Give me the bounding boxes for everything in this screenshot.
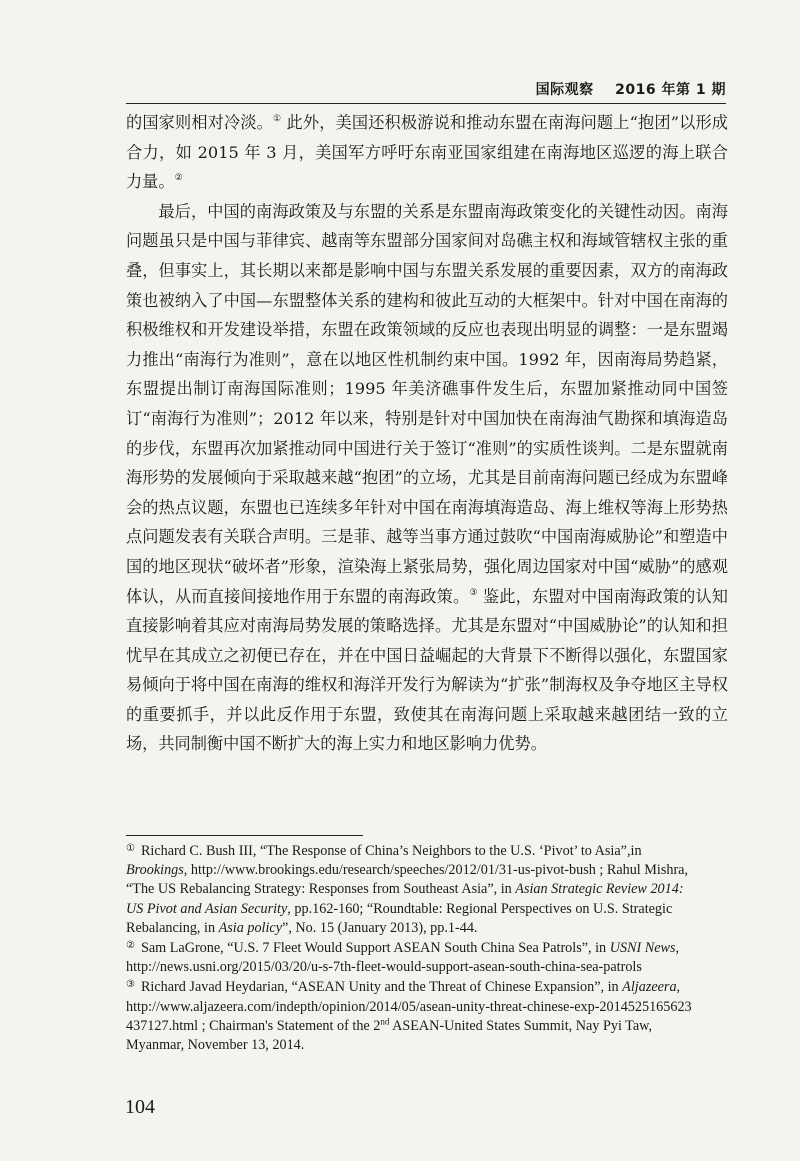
footnote-1-source: Brookings: [126, 862, 184, 879]
footnote-1-line-2: , http://www.brookings.edu/research/speeches/2012/01/31-us-pivot-bush ; Rahul Mishra,: [183, 862, 689, 879]
footnote-3-line-3-end: ASEAN-United States Summit, Nay Pyi Taw,: [389, 1017, 653, 1034]
body-text: [126, 108, 728, 759]
paragraph-1-text-a: 的国家则相对冷淡。: [126, 113, 274, 132]
paragraph-2-text-b: 鉴此，东盟对中国南海政策的认知直接影响着其应对南海局势发展的策略选择。尤其是东盟对“中国威胁论”的认知和担忧早在其成立之初便已存在，并在中国日益崛起的大背景下不断得以强化，东盟国家易倾向于将中国在南海的维权和海洋开发行为解读为“扩张”制海权及争夺地区主导权的重要抓手，并以此反作用于东盟，致使其在南海问题上采取越来越团结一致的立场，共同制衡中国不断扩大的海上实力和地区影响力优势。: [126, 586, 728, 754]
journal-issue: 2016 年第 1 期: [615, 82, 726, 98]
footnote-3-ordinal: nd: [380, 1016, 390, 1027]
footnote-1: [126, 842, 726, 938]
footnote-ref-1: ①: [273, 114, 282, 124]
footnote-3-line-1: Richard Javad Heydarian, “ASEAN Unity and the Threat of Chinese Expansion”, in: [140, 979, 623, 996]
footnote-separator: [126, 835, 363, 836]
footnote-mark-3: ③: [126, 979, 135, 991]
footnote-1-line-1: Richard C. Bush III, “The Response of China’s Neighbors to the U.S. ‘Pivot’ to Asia”,in: [140, 843, 642, 859]
header-rule: [126, 103, 726, 104]
page-number: 104: [125, 1096, 155, 1118]
footnote-1-line-4: , pp.162-160; “Roundtable: Regional Perspectives on U.S. Strategic: [287, 900, 673, 917]
footnotes: [126, 842, 726, 1056]
footnote-3-line-3: 437127.html ; Chairman's Statement of the 2: [126, 1017, 381, 1034]
paragraph-2-text-a: 最后，中国的南海政策及与东盟的关系是东盟南海政策变化的关键性动因。南海问题虽只是中国与菲律宾、越南等东盟部分国家间对岛礁主权和海域管辖权主张的重叠，但事实上，其长期以来都是影响中国与东盟关系发展的重要因素，双方的南海政策也被纳入了中国—东盟整体关系的建构和彼此互动的大框架中。针对中国在南海的积极维权和开发建设举措，东盟在政策领域的反应也表现出明显的调整：一是东盟竭力推出“南海行为准则”，意在以地区性机制约束中国。1992 年，因南海局势趋紧，东盟提出制订南海国际准则；1995 年美济礁事件发生后，东盟加紧推动同中国签订“南海行为准则”；2012 年以来，特别是针对中国加快在南海油气勘探和填海造岛的步伐，东盟再次加紧推动同中国进行关于签订“准则”的实质性谈判。二是东盟就南海形势的发展倾向于采取越来越“抱团”的立场，尤其是目前南海问题已经成为东盟峰会的热点议题，东盟也已连续多年针对中国在南海填海造岛、海上维权等海上形势热点问题发表有关联合声明。三是菲、越等当事方通过鼓吹“中国南海威胁论”和塑造中国的地区现状“破坏者”形象，渲染海上紧张局势，强化周边国家对中国“威胁”的感观体认，从而直接间接地作用于东盟的南海政策。: [126, 201, 728, 606]
footnote-2-source: USNI News: [609, 940, 676, 957]
footnote-1-line-5-end: ”, No. 15 (January 2013), pp.1-44.: [282, 919, 478, 936]
footnote-3-source: Aljazeera: [622, 979, 677, 996]
paragraph-1-text-b: 此外，美国还积极游说和推动东盟在南海问题上“抱团”以形成合力，如 2015 年 3 月，美国军方呼吁东南亚国家组建在南海地区巡逻的海上联合力量。: [126, 113, 728, 192]
footnote-ref-2: ②: [174, 173, 183, 184]
footnote-mark-2: ②: [126, 940, 135, 952]
footnote-3-url: http://www.aljazeera.com/indepth/opinion/2014/05/asean-unity-threat-chinese-exp-2014525165623: [126, 998, 692, 1015]
footnote-mark-1: ①: [126, 843, 135, 854]
footnote-1-line-5: Rebalancing, in: [126, 919, 219, 936]
footnote-3: [126, 978, 726, 1055]
footnote-3-line-4: Myanmar, November 13, 2014.: [126, 1037, 305, 1054]
journal-name: 国际观察: [535, 82, 594, 98]
footnote-2-url: http://news.usni.org/2015/03/20/u-s-7th-fleet-would-support-asean-south-china-sea-patrols: [126, 959, 642, 976]
paragraph-1: [126, 108, 728, 197]
footnote-2-line-1: Sam LaGrone, “U.S. 7 Fleet Would Support ASEAN South China Sea Patrols”, in: [140, 940, 610, 957]
footnote-1-line-3: “The US Rebalancing Strategy: Responses from Southeast Asia”, in: [126, 881, 516, 898]
footnote-1-journal-2: Asia policy: [218, 919, 283, 936]
footnote-1-journal-sub: US Pivot and Asian Security: [126, 900, 288, 917]
paragraph-2: [126, 197, 728, 759]
footnote-ref-3: ③: [469, 587, 478, 598]
footnote-3-comma: ,: [676, 979, 681, 996]
footnote-2: [126, 939, 726, 977]
running-header: [536, 79, 726, 99]
footnote-2-comma: ,: [675, 940, 680, 957]
footnote-1-journal: Asian Strategic Review 2014:: [515, 881, 684, 898]
